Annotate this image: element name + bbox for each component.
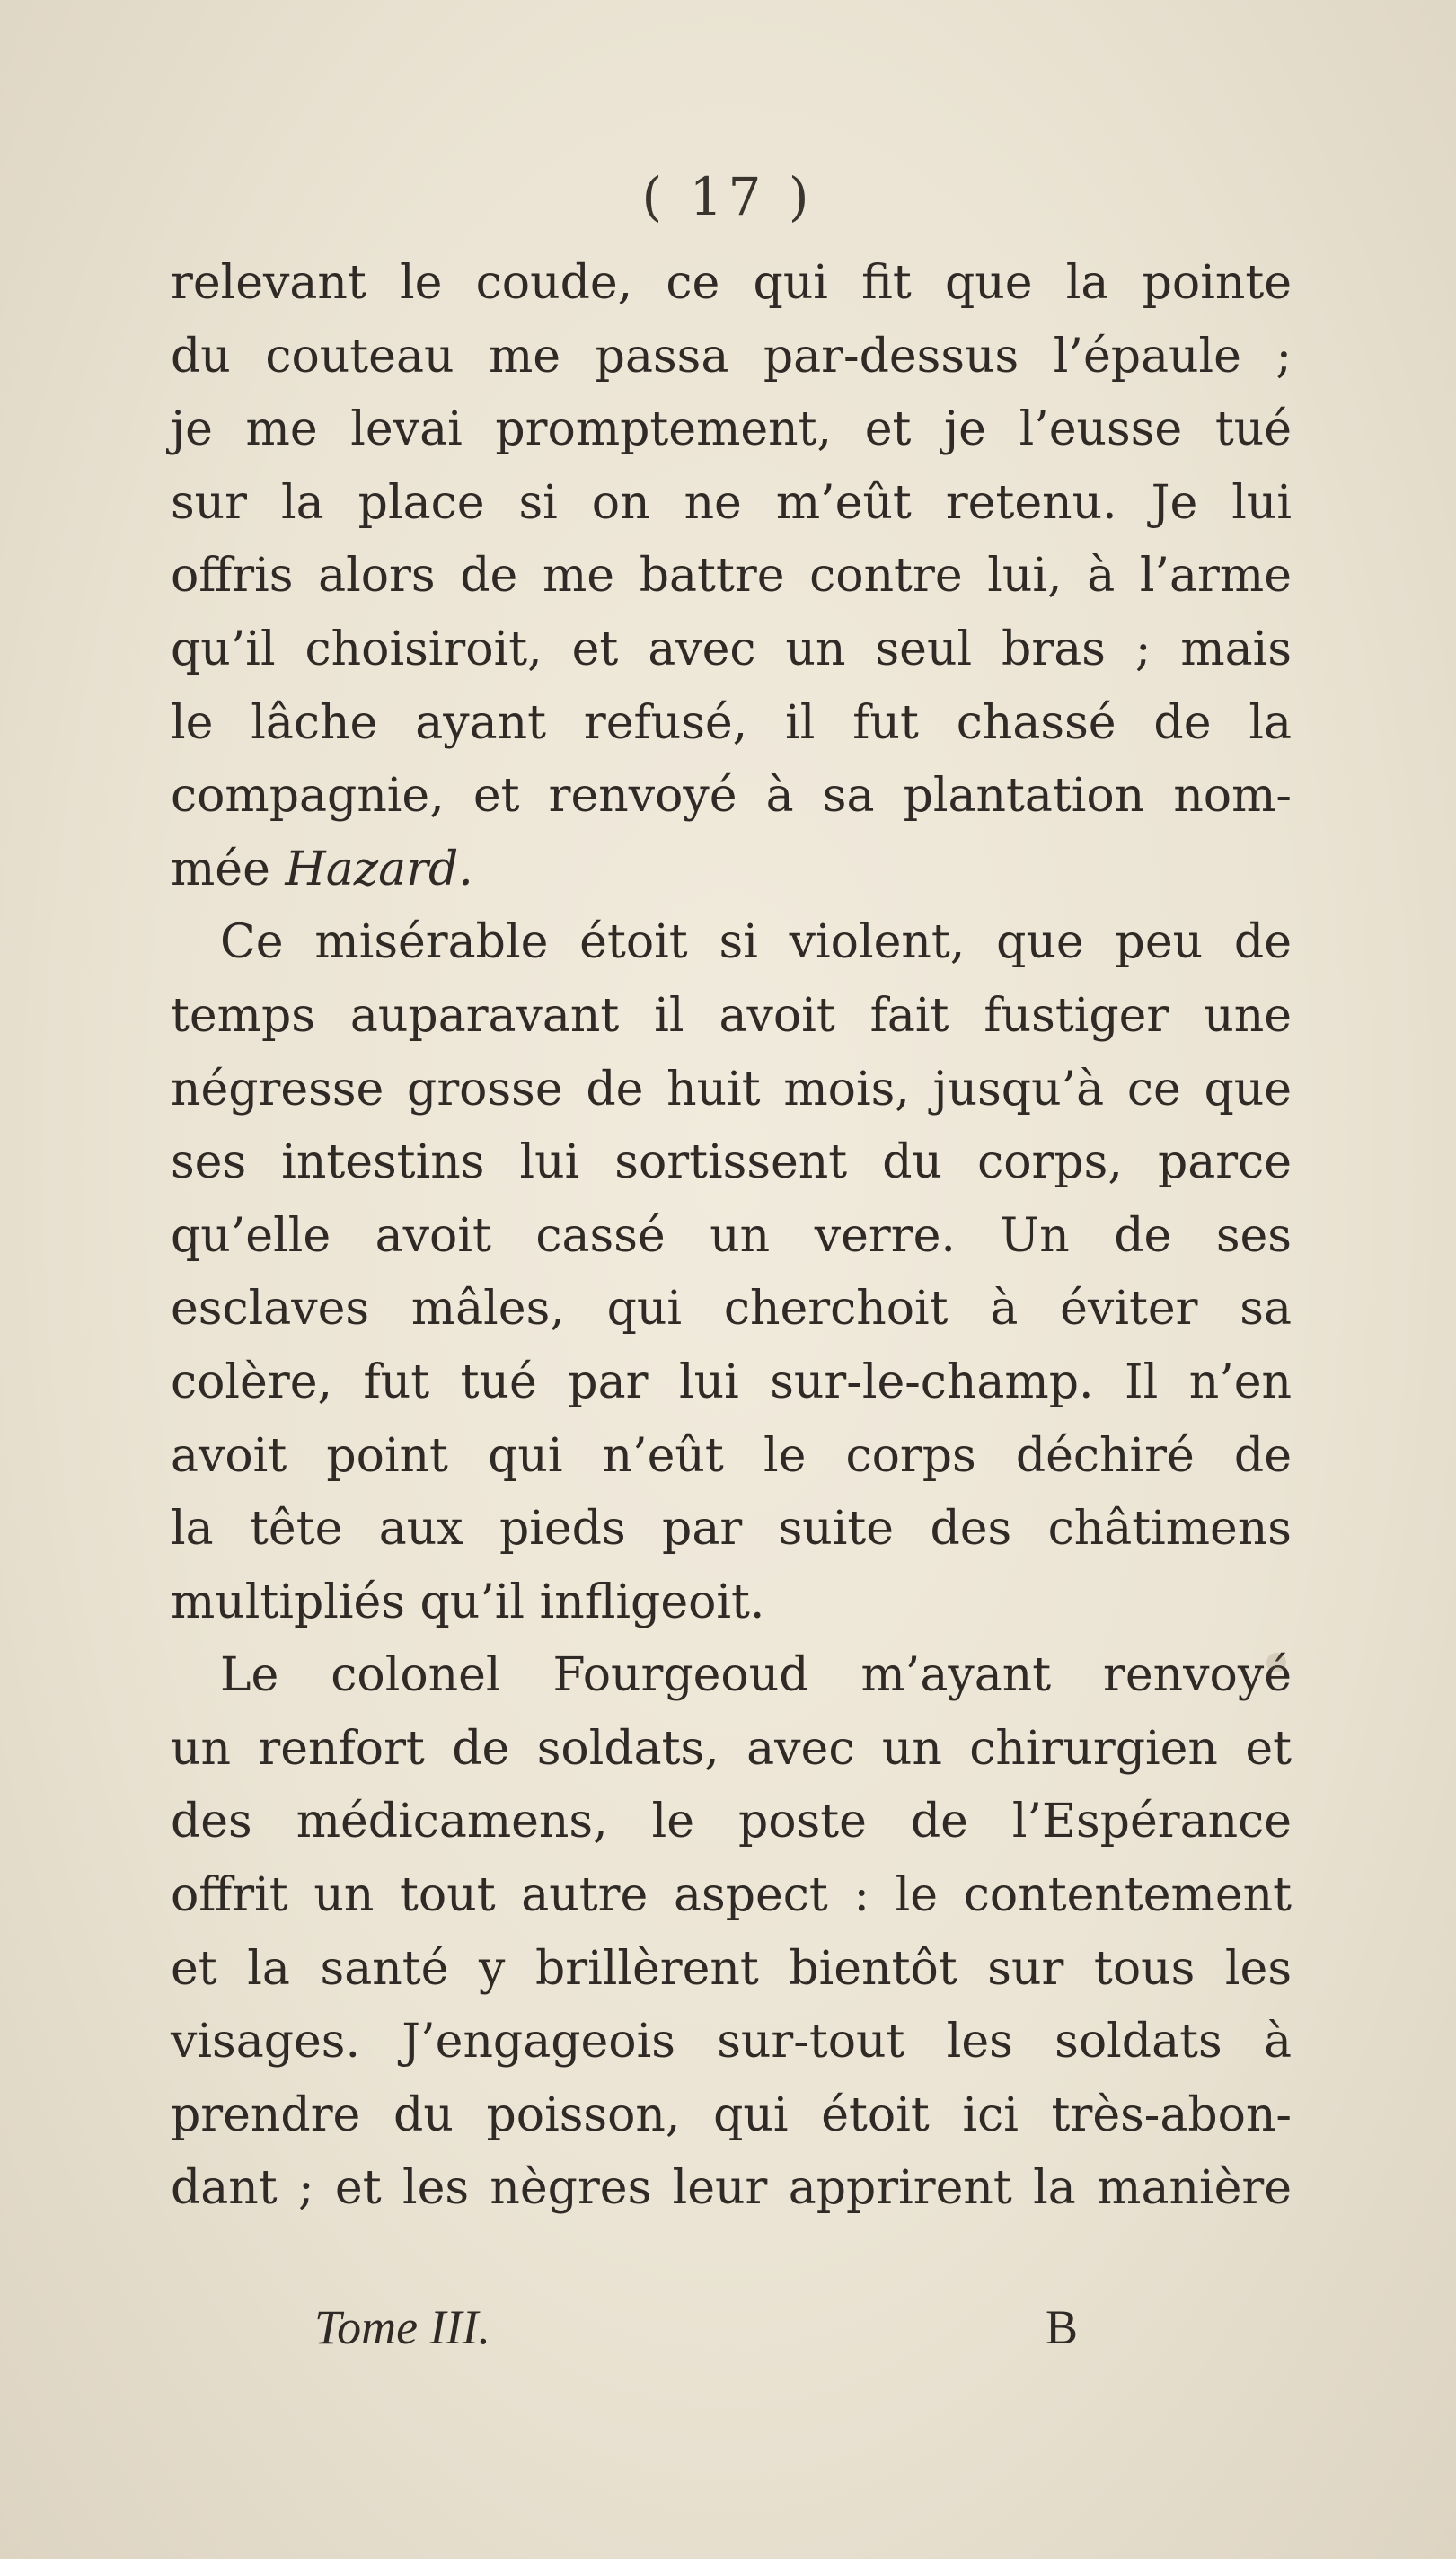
volume-label: Tome III. [314, 2300, 490, 2354]
ink-spot [1266, 1653, 1286, 1672]
text-line: et la santé y brillèrent bientôt sur tous les [171, 1941, 1292, 1996]
text-line: la tête aux pieds par suite des châtimens [171, 1502, 1292, 1557]
text-line: sur la place si on ne m’eût retenu. Je lui [171, 475, 1292, 530]
text-line: du couteau me passa par-dessus l’épaule ; [171, 329, 1292, 384]
text-line: négresse grosse de huit mois, jusqu’à ce que [171, 1062, 1292, 1116]
text-line: visages. J’engageois sur-tout les soldats à [171, 2015, 1292, 2069]
paragraph-start-line: Ce misérable étoit si violent, que peu de [220, 915, 1292, 970]
text-line-start: mée [171, 842, 270, 896]
text-line: compagnie, et renvoyé à sa plantation nom- [171, 769, 1292, 824]
text-line: temps auparavant il avoit fait fustiger une [171, 988, 1292, 1043]
text-line: relevant le coude, ce qui fit que la pointe [171, 256, 1292, 310]
plantation-name: Hazard. [285, 842, 473, 896]
text-line: dant ; et les nègres leur apprirent la manière [171, 2161, 1292, 2216]
text-line: des médicamens, le poste de l’Espérance [171, 1795, 1292, 1849]
text-line: esclaves mâles, qui cherchoit à éviter sa [171, 1282, 1292, 1337]
body-text [171, 247, 1292, 2226]
text-line: avoit point qui n’eût le corps déchiré de [171, 1428, 1292, 1483]
text-line [171, 834, 1292, 907]
signature-mark: B [1045, 2300, 1078, 2354]
text-line: offris alors de me battre contre lui, à l’arme [171, 549, 1292, 604]
text-line: qu’elle avoit cassé un verre. Un de ses [171, 1208, 1292, 1263]
text-line: qu’il choisiroit, et avec un seul bras ; mais [171, 622, 1292, 676]
text-line: un renfort de soldats, avec un chirurgien et [171, 1721, 1292, 1776]
page-footer [314, 2299, 1078, 2371]
text-line: offrit un tout autre aspect : le contentement [171, 1868, 1292, 1923]
text-line: je me levai promptement, et je l’eusse tué [171, 402, 1292, 457]
paragraph-start-line: Le colonel Fourgeoud m’ayant renvoyé [220, 1648, 1292, 1703]
text-line: multipliés qu’il infligeoit. [171, 1575, 765, 1629]
page-number: ( 17 ) [641, 166, 815, 227]
text-line: le lâche ayant refusé, il fut chassé de la [171, 695, 1292, 750]
text-line: colère, fut tué par lui sur-le-champ. Il n’en [171, 1355, 1292, 1409]
text-line: prendre du poisson, qui étoit ici très-abon- [171, 2087, 1292, 2142]
text-line: ses intestins lui sortissent du corps, parce [171, 1135, 1292, 1190]
